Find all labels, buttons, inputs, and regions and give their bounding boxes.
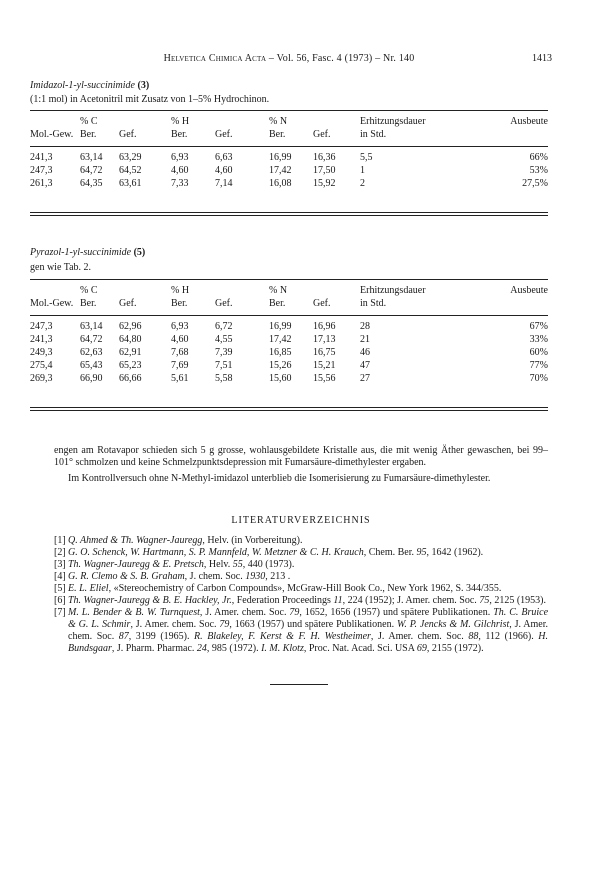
reference-number: [3] [54, 559, 66, 570]
reference-emphasis: 1930 [245, 571, 266, 582]
table-row [30, 346, 548, 359]
column-header: in Std. [360, 129, 387, 140]
table-cell: 249,3 [30, 347, 53, 358]
table-cell: 7,39 [215, 347, 233, 358]
table-row [30, 316, 548, 334]
table-cell: 16,36 [313, 147, 360, 165]
table-cell: 16,85 [269, 347, 292, 358]
table-cell: 6,63 [215, 147, 269, 165]
table-cell: 5,5 [360, 147, 495, 165]
table-cell: 15,60 [269, 373, 292, 384]
reference-emphasis: I. M. Klotz [261, 643, 304, 654]
table-cell: 17,50 [313, 165, 336, 176]
column-header [495, 128, 548, 147]
reference-text: , 1663 (1957) und spätere Publikationen. [229, 619, 397, 630]
table-row [30, 333, 548, 346]
table-cell: 33% [529, 334, 548, 345]
table-cell: 64,35 [80, 178, 103, 189]
table-cell: 247,3 [30, 165, 53, 176]
reference-text: , «Stereochemistry of Carbon Compounds», McGraw-Hill Book Co., New York 1962, S. 344/355. [108, 583, 502, 594]
table-cell: 16,96 [313, 316, 360, 334]
column-header: Mol.-Gew. [30, 298, 74, 309]
table-cell: 6,93 [171, 316, 215, 334]
table2 [30, 279, 548, 385]
reference-item [54, 535, 548, 547]
reference-number: [5] [54, 583, 66, 594]
column-header: Gef. [313, 129, 331, 140]
reference-text: , Proc. Nat. Acad. Sci. USA [303, 643, 417, 654]
reference-emphasis: Th. C. Bruice & G. L. Schmir [68, 607, 549, 630]
table-row [30, 164, 548, 177]
table-cell: 63,61 [119, 178, 142, 189]
table-cell: 53% [529, 165, 548, 176]
reference-text: , 2155 (1972). [426, 643, 484, 654]
table-cell: 275,4 [30, 360, 53, 371]
column-group-header [119, 111, 171, 129]
column-header: Ber. [269, 298, 286, 309]
table1-title [30, 79, 149, 92]
table-cell: 27 [360, 373, 370, 384]
table-cell: 7,51 [215, 360, 233, 371]
reference-emphasis: Th. Wagner-Jauregg & E. Pretsch [68, 559, 204, 570]
table-cell: 62,96 [119, 316, 171, 334]
column-header: Gef. [215, 129, 233, 140]
references-heading: LITERATURVERZEICHNIS [231, 515, 371, 526]
column-header: Gef. [119, 298, 137, 309]
table-cell: 64,72 [80, 334, 103, 345]
table1-title-number: (3) [134, 80, 150, 91]
reference-text: , 213 . [265, 571, 291, 582]
table-cell: 46 [360, 347, 370, 358]
reference-text: , 3199 (1965). [128, 631, 195, 642]
reference-number: [7] [54, 607, 66, 618]
reference-emphasis: 75 [479, 595, 490, 606]
table-cell: 28 [360, 316, 495, 334]
volume-info: – Vol. 56, Fasc. 4 (1973) – Nr. 140 [266, 53, 415, 64]
table-cell: 16,99 [269, 316, 313, 334]
column-header: Ber. [171, 298, 188, 309]
table-cell: 15,92 [313, 178, 336, 189]
table-cell: 15,26 [269, 360, 292, 371]
table-cell: 4,60 [171, 334, 189, 345]
column-group-header: % H [171, 280, 215, 298]
column-group-header [30, 280, 80, 298]
table-cell: 17,13 [313, 334, 336, 345]
table-cell: 70% [529, 373, 548, 384]
column-header: Ber. [171, 129, 188, 140]
table-cell: 7,68 [171, 347, 189, 358]
table-cell: 5,61 [171, 373, 189, 384]
reference-text: , J. Amer. chem. Soc. [68, 619, 548, 642]
table-cell: 7,14 [215, 178, 233, 189]
table-cell: 63,14 [80, 147, 119, 165]
column-group-header [313, 280, 360, 298]
table-row [30, 359, 548, 372]
reference-text: , 2125 (1953). [489, 595, 546, 606]
column-group-header: % C [80, 280, 119, 298]
column-group-header: Erhitzungsdauer [360, 280, 495, 298]
table-cell: 47 [360, 360, 370, 371]
table-cell: 261,3 [30, 178, 53, 189]
table-cell: 63,14 [80, 316, 119, 334]
table1-body [30, 147, 548, 191]
table1-subtitle: (1:1 mol) in Acetonitril mit Zusatz von 1–5% Hydrochinon. [30, 94, 270, 105]
reference-text: , 440 (1973). [242, 559, 295, 570]
table2-subtitle: gen wie Tab. 2. [30, 262, 92, 273]
column-header: Ber. [80, 129, 97, 140]
reference-emphasis: 69 [416, 643, 427, 654]
table2-title-text: Pyrazol-1-yl-succinimide [30, 247, 132, 258]
column-header: Gef. [215, 298, 233, 309]
table1-title-text: Imidazol-1-yl-succinimide [30, 80, 135, 91]
reference-text: , J. Amer. chem. Soc. [370, 631, 469, 642]
column-group-header [215, 111, 269, 129]
reference-emphasis: 95 [416, 547, 427, 558]
reference-item [54, 559, 548, 571]
reference-number: [2] [54, 547, 66, 558]
reference-text: , 1652, 1656 (1957) und spätere Publikationen. [299, 607, 494, 618]
table-cell: 77% [529, 360, 548, 371]
column-group-header: % H [171, 111, 215, 129]
reference-emphasis: G. R. Clemo & S. B. Graham [68, 571, 185, 582]
table-cell: 1 [360, 165, 365, 176]
table-cell: 15,21 [313, 360, 336, 371]
body-paragraph-1: engen am Rotavapor schieden sich 5 g grosse, wohlausgebildete Kristalle aus, die mit wenig Äther gewaschen, bei 99–101° schmolzen und keine Schmelzpunktsdepression mit Fumarsäure-dimethylester ergaben. [54, 445, 548, 468]
reference-emphasis: 55 [232, 559, 243, 570]
table-cell: 16,99 [269, 147, 313, 165]
reference-text: , Federation Proceedings [231, 595, 334, 606]
table-cell: 64,52 [119, 165, 142, 176]
reference-text: , J. Amer. chem. Soc. [199, 607, 290, 618]
table-cell: 241,3 [30, 334, 53, 345]
table-cell: 27,5% [522, 178, 548, 189]
reference-text: , 224 (1952); J. Amer. chem. Soc. [342, 595, 480, 606]
table2-title [30, 246, 145, 259]
table-cell: 62,91 [119, 347, 142, 358]
header-row [30, 280, 548, 298]
table-row [30, 177, 548, 190]
page-number: 1413 [532, 53, 552, 64]
column-header: in Std. [360, 298, 387, 309]
end-rule [270, 684, 328, 685]
table-cell: 269,3 [30, 373, 53, 384]
table2-body [30, 316, 548, 386]
table-cell: 65,43 [80, 360, 103, 371]
table2-header [30, 280, 548, 316]
column-group-header: % N [269, 111, 313, 129]
reference-text: , Helv. [203, 559, 233, 570]
body-paragraph-2: Im Kontrollversuch ohne N-Methyl-imidazol unterblieb die Isomerisierung zu Fumarsäure-dimethylester. [68, 473, 491, 484]
column-group-header [313, 111, 360, 129]
reference-emphasis: 87 [118, 631, 129, 642]
table-cell: 4,60 [171, 165, 189, 176]
body-text [54, 445, 548, 485]
column-group-header: Ausbeute [495, 111, 548, 129]
reference-emphasis: G. O. Schenck, W. Hartmann, S. P. Mannfeld, W. Metzner & C. H. Krauch [68, 547, 364, 558]
column-header: Gef. [119, 129, 137, 140]
reference-emphasis: W. P. Jencks & M. Gilchrist [396, 619, 510, 630]
table-cell: 21 [360, 334, 370, 345]
table-cell: 4,55 [215, 334, 233, 345]
reference-emphasis: 24 [196, 643, 207, 654]
table-cell: 67% [495, 316, 548, 334]
table-cell: 16,08 [269, 178, 292, 189]
column-group-header [30, 111, 80, 129]
table-cell: 16,75 [313, 347, 336, 358]
reference-emphasis: H. Bundsgaar [68, 631, 549, 654]
reference-emphasis: Th. Wagner-Jauregg & B. E. Hackley, Jr. [68, 595, 232, 606]
table-cell: 6,72 [215, 316, 269, 334]
table-cell: 5,58 [215, 373, 233, 384]
column-group-header: Erhitzungsdauer [360, 111, 495, 129]
reference-number: [4] [54, 571, 66, 582]
reference-emphasis: E. L. Eliel [68, 583, 109, 594]
column-header: Gef. [313, 298, 331, 309]
reference-text: , 1642 (1962). [426, 547, 484, 558]
table-row [30, 372, 548, 385]
table-cell: 6,93 [171, 147, 215, 165]
reference-emphasis: R. Blakeley, F. Kerst & F. H. Westheimer [194, 631, 371, 642]
table-cell: 60% [529, 347, 548, 358]
table1-header [30, 111, 548, 147]
reference-item [54, 547, 548, 559]
table-cell: 66,66 [119, 373, 142, 384]
reference-text: , 112 (1966). [478, 631, 539, 642]
table-cell: 62,63 [80, 347, 103, 358]
reference-text: , 985 (1972). [206, 643, 262, 654]
table-cell: 2 [360, 178, 365, 189]
column-group-header: % N [269, 280, 313, 298]
table1 [30, 110, 548, 190]
reference-text: , J. Amer. chem. Soc. [130, 619, 220, 630]
reference-number: [1] [54, 535, 66, 546]
reference-emphasis: 88 [468, 631, 479, 642]
reference-text: , Chem. Ber. [363, 547, 417, 558]
header-row [30, 128, 548, 147]
table-cell: 7,69 [171, 360, 189, 371]
reference-emphasis: 11 [333, 595, 343, 606]
header-row [30, 297, 548, 316]
reference-item [54, 571, 548, 583]
table-cell: 65,23 [119, 360, 142, 371]
reference-item [54, 583, 548, 595]
reference-text: , J. Pharm. Pharmac. [111, 643, 197, 654]
journal-name: Helvetica Chimica Acta [163, 53, 267, 64]
table-row [30, 147, 548, 165]
reference-text: , Helv. (in Vorbereitung). [202, 535, 303, 546]
table-cell: 15,56 [313, 373, 336, 384]
column-group-header [215, 280, 269, 298]
table-cell: 64,80 [119, 334, 142, 345]
column-group-header: Ausbeute [495, 280, 548, 298]
reference-number: [6] [54, 595, 66, 606]
table2-bottom-rule [30, 407, 548, 411]
column-group-header [119, 280, 171, 298]
table-cell: 63,29 [119, 147, 171, 165]
table-cell: 64,72 [80, 165, 103, 176]
table-cell: 17,42 [269, 165, 292, 176]
table2-title-number: (5) [131, 247, 146, 258]
column-header: Ber. [269, 129, 286, 140]
table-cell: 17,42 [269, 334, 292, 345]
table-cell: 4,60 [215, 165, 233, 176]
reference-emphasis: Q. Ahmed & Th. Wagner-Jauregg [68, 535, 203, 546]
table-cell: 7,33 [171, 178, 189, 189]
reference-item [54, 607, 548, 655]
reference-emphasis: 79 [289, 607, 300, 618]
table1-bottom-rule [30, 212, 548, 216]
reference-emphasis: 79 [219, 619, 230, 630]
reference-emphasis: M. L. Bender & B. W. Turnquest [68, 607, 200, 618]
table-cell: 247,3 [30, 316, 80, 334]
reference-list [54, 535, 548, 655]
header-row [30, 111, 548, 129]
table-cell: 66,90 [80, 373, 103, 384]
table-cell: 241,3 [30, 147, 80, 165]
column-header [495, 297, 548, 316]
column-header: Mol.-Gew. [30, 129, 74, 140]
running-head [30, 52, 548, 65]
reference-item [54, 595, 548, 607]
reference-text: , J. chem. Soc. [184, 571, 246, 582]
column-group-header: % C [80, 111, 119, 129]
column-header: Ber. [80, 298, 97, 309]
table-cell: 66% [495, 147, 548, 165]
